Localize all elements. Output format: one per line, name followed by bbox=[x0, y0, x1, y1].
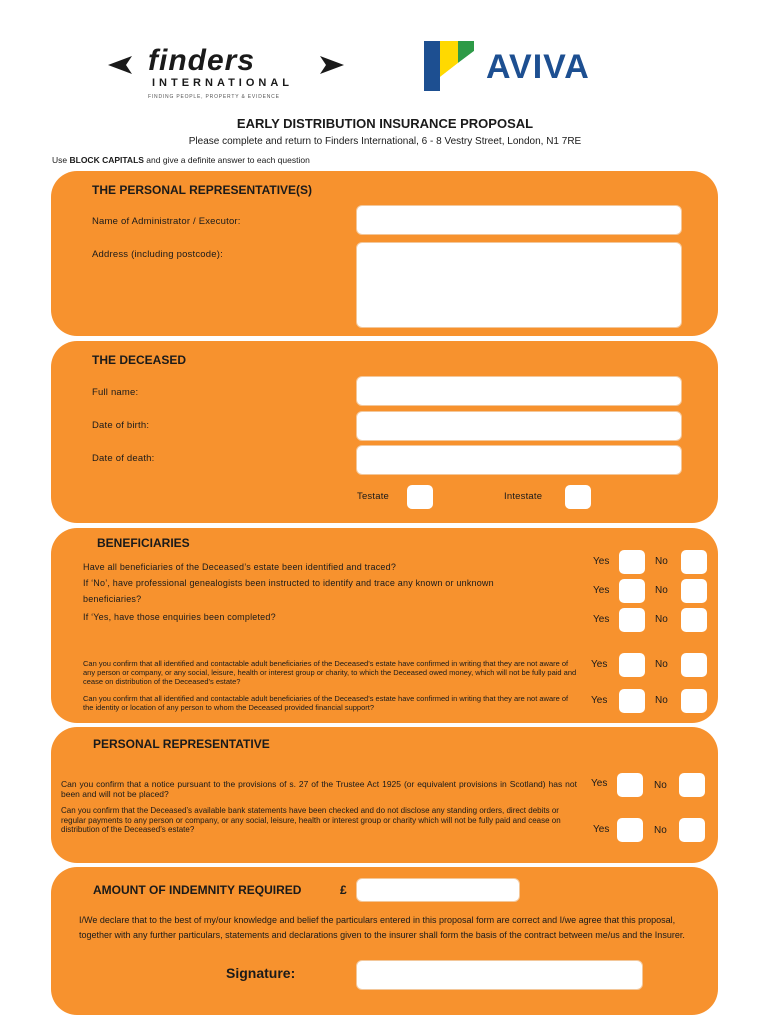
q4-yes-label: Yes bbox=[591, 659, 608, 670]
beneficiaries-q2-line2: beneficiaries? bbox=[83, 594, 142, 604]
currency-symbol: £ bbox=[340, 883, 347, 897]
declaration-text: I/We declare that to the best of my/our knowledge and belief the particulars entered in this proposal form are correct and I/we agree that this proposal, together with any further particulars, statements and declarations given to the insurer shall form the basis of the contract between me/us and the Insurer. bbox=[79, 915, 685, 940]
finders-arrow-right-icon bbox=[320, 56, 344, 74]
beneficiaries-q4: Can you confirm that all identified and contactable adult beneficiaries of the Deceased’s estate have confirmed in writing that they are not aware of any person or company, or any social, leisure, health or interest group or charity, to which the Deceased owed money, which will not be fully paid and cease on distribution of the Deceased’s estate? bbox=[83, 659, 577, 686]
testate-checkbox[interactable] bbox=[407, 485, 433, 509]
full-name-label: Full name: bbox=[92, 387, 139, 398]
testate-label: Testate bbox=[357, 491, 390, 502]
pr-q1-yes-checkbox[interactable] bbox=[617, 773, 643, 797]
signature-label: Signature: bbox=[226, 965, 296, 981]
q1-yes-label: Yes bbox=[593, 556, 610, 567]
finders-logo bbox=[108, 44, 348, 104]
q2-yes-checkbox[interactable] bbox=[619, 579, 645, 603]
q5-yes-label: Yes bbox=[591, 695, 608, 706]
q2-no-checkbox[interactable] bbox=[681, 579, 707, 603]
personal-representatives-section bbox=[51, 171, 718, 336]
date-of-death-input[interactable] bbox=[356, 445, 682, 475]
aviva-mark-icon bbox=[424, 41, 474, 91]
return-address-note: Please complete and return to Finders International, 6 - 8 Vestry Street, London, N1 7RE bbox=[188, 136, 582, 147]
q4-no-checkbox[interactable] bbox=[681, 653, 707, 677]
form-title: EARLY DISTRIBUTION INSURANCE PROPOSAL bbox=[236, 116, 534, 131]
q5-no-checkbox[interactable] bbox=[681, 689, 707, 713]
q1-no-label: No bbox=[655, 556, 668, 567]
personal-representative-section bbox=[51, 727, 718, 863]
q2-yes-label: Yes bbox=[593, 585, 610, 596]
q4-no-label: No bbox=[655, 659, 668, 670]
address-textarea[interactable] bbox=[356, 242, 682, 328]
date-of-death-label: Date of death: bbox=[92, 453, 155, 464]
personal-representative-title: PERSONAL REPRESENTATIVE bbox=[93, 737, 270, 751]
block-capitals-emphasis: BLOCK CAPITALS bbox=[69, 155, 144, 165]
finders-logo-sub: INTERNATIONAL bbox=[152, 77, 294, 89]
finders-tagline: FINDING PEOPLE, PROPERTY & EVIDENCE bbox=[148, 94, 280, 100]
instructions: Use BLOCK CAPITALS and give a definite answer to each question bbox=[52, 155, 310, 165]
signature-input[interactable] bbox=[356, 960, 643, 990]
date-of-birth-label: Date of birth: bbox=[92, 420, 150, 431]
beneficiaries-q1: Have all beneficiaries of the Deceased’s estate been identified and traced? bbox=[83, 562, 397, 572]
q2-no-label: No bbox=[655, 585, 668, 596]
administrator-name-label: Name of Administrator / Executor: bbox=[92, 216, 241, 227]
pr-q2-yes-label: Yes bbox=[593, 824, 610, 835]
personal-representative-q2: Can you confirm that the Deceased’s available bank statements have been checked and do not disclose any standing orders, direct debits or regular payments to any person or company, or any social, leisure, health or interest group or charity which will not be fully paid and cease on distribution of the Deceased’s estate? bbox=[61, 806, 561, 834]
aviva-logo bbox=[424, 41, 644, 93]
indemnity-title: AMOUNT OF INDEMNITY REQUIRED bbox=[93, 883, 302, 897]
indemnity-section bbox=[51, 867, 718, 1015]
pr-q2-no-checkbox[interactable] bbox=[679, 818, 705, 842]
beneficiaries-q2-line1: If ‘No’, have professional genealogists been instructed to identify and trace any known or unknown bbox=[83, 578, 494, 588]
personal-representatives-title: THE PERSONAL REPRESENTATIVE(S) bbox=[92, 183, 313, 197]
aviva-wordmark: AVIVA bbox=[486, 48, 590, 86]
q1-no-checkbox[interactable] bbox=[681, 550, 707, 574]
finders-logo-wordmark: finders bbox=[148, 44, 256, 77]
q1-yes-checkbox[interactable] bbox=[619, 550, 645, 574]
q3-no-checkbox[interactable] bbox=[681, 608, 707, 632]
deceased-section bbox=[51, 341, 718, 523]
personal-representative-q1: Can you confirm that a notice pursuant to the provisions of s. 27 of the Trustee Act 1925 (or equivalent provisions in Scotland) has not been and will not be placed? bbox=[61, 779, 577, 799]
q3-yes-checkbox[interactable] bbox=[619, 608, 645, 632]
full-name-input[interactable] bbox=[356, 376, 682, 406]
beneficiaries-title: BENEFICIARIES bbox=[97, 536, 190, 550]
q3-no-label: No bbox=[655, 614, 668, 625]
pr-q1-no-label: No bbox=[654, 780, 667, 791]
intestate-checkbox[interactable] bbox=[565, 485, 591, 509]
beneficiaries-section bbox=[51, 528, 718, 723]
intestate-label: Intestate bbox=[504, 491, 543, 502]
deceased-title: THE DECEASED bbox=[92, 353, 187, 367]
pr-q2-no-label: No bbox=[654, 825, 667, 836]
date-of-birth-input[interactable] bbox=[356, 411, 682, 441]
pr-q1-no-checkbox[interactable] bbox=[679, 773, 705, 797]
q5-yes-checkbox[interactable] bbox=[619, 689, 645, 713]
pr-q1-yes-label: Yes bbox=[591, 778, 608, 789]
indemnity-amount-input[interactable] bbox=[356, 878, 520, 902]
beneficiaries-q3: If ‘Yes, have those enquiries been completed? bbox=[83, 612, 276, 622]
q5-no-label: No bbox=[655, 695, 668, 706]
pr-q2-yes-checkbox[interactable] bbox=[617, 818, 643, 842]
finders-arrow-left-icon bbox=[108, 56, 132, 74]
beneficiaries-q5: Can you confirm that all identified and contactable adult beneficiaries of the Deceased’s estate have confirmed in writing that they are not aware of the identity or location of any person to whom the Deceased provided financial support? bbox=[83, 694, 569, 712]
q4-yes-checkbox[interactable] bbox=[619, 653, 645, 677]
administrator-name-input[interactable] bbox=[356, 205, 682, 235]
q3-yes-label: Yes bbox=[593, 614, 610, 625]
address-label: Address (including postcode): bbox=[92, 249, 223, 260]
